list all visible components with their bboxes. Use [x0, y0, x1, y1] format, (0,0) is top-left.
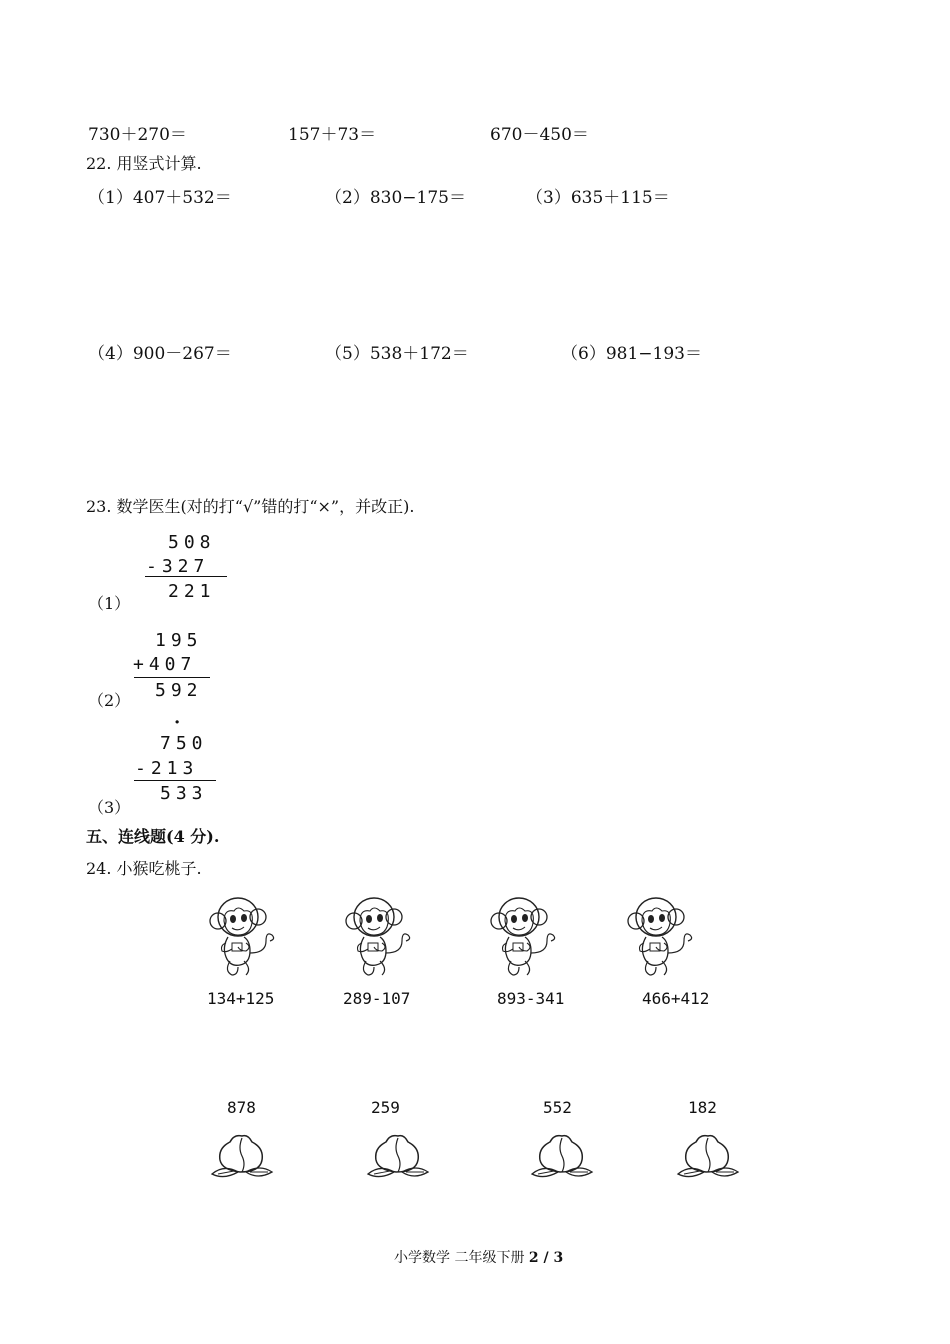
peach-value-1: 878 — [227, 1098, 256, 1117]
item-label: （1） — [88, 188, 133, 208]
p1-top-number: 508 — [168, 532, 216, 553]
page-footer — [394, 1247, 563, 1267]
p1-label: （1） — [88, 594, 131, 613]
peach-icon — [530, 1130, 594, 1182]
monkey-expression-3: 893-341 — [497, 989, 565, 1008]
section-5-heading: 五、连线题(4 分). — [86, 827, 220, 846]
p2-top-number: 195 — [155, 630, 203, 651]
p1-operation-line: -327 — [146, 556, 210, 577]
p2-operation-line: +407 — [133, 654, 197, 675]
top-expression-3: 670－450＝ — [490, 125, 589, 145]
item-label: （2） — [325, 188, 370, 208]
p3-result: 533 — [160, 783, 208, 804]
peach-value-2: 259 — [371, 1098, 400, 1117]
item-expression: 635＋115＝ — [570, 188, 670, 208]
p3-borrow-dot: · — [174, 712, 181, 733]
p2-rule — [134, 677, 210, 678]
footer-page-number: 2 / 3 — [528, 1250, 564, 1266]
item-expression: 538＋172＝ — [369, 344, 469, 364]
item-expression: 981−193＝ — [605, 344, 702, 364]
item-expression: 900－267＝ — [132, 344, 232, 364]
p1-result: 221 — [168, 581, 216, 602]
p3-top-number: 750 — [160, 733, 208, 754]
item-expression: 407＋532＝ — [132, 188, 232, 208]
p3-operation-line: -213 — [135, 758, 199, 779]
monkey-expression-2: 289-107 — [343, 989, 411, 1008]
footer-subject: 小学数学 二年级下册 — [394, 1250, 525, 1266]
q22-item-6 — [561, 339, 702, 364]
monkey-icon — [346, 895, 416, 977]
top-expression-2: 157＋73＝ — [288, 125, 377, 145]
q22-item-2 — [325, 183, 466, 208]
item-label: （5） — [325, 344, 370, 364]
peach-icon — [210, 1130, 274, 1182]
monkey-icon — [491, 895, 561, 977]
peach-icon — [676, 1130, 740, 1182]
q22-item-3 — [526, 183, 670, 208]
q22-title: 22. 用竖式计算. — [86, 154, 202, 173]
q22-item-5 — [325, 339, 469, 364]
monkey-expression-4: 466+412 — [642, 989, 710, 1008]
p1-rule — [145, 576, 227, 577]
item-label: （4） — [88, 344, 133, 364]
p3-label: （3） — [88, 798, 131, 817]
q22-item-1 — [88, 183, 232, 208]
top-expression-1: 730＋270＝ — [88, 125, 187, 145]
peach-icon — [366, 1130, 430, 1182]
q24-title: 24. 小猴吃桃子. — [86, 859, 202, 878]
item-label: （3） — [526, 188, 571, 208]
p2-label: （2） — [88, 691, 131, 710]
monkey-expression-1: 134+125 — [207, 989, 275, 1008]
item-label: （6） — [561, 344, 606, 364]
q23-title: 23. 数学医生(对的打“√”错的打“×”，并改正). — [86, 497, 415, 516]
peach-value-4: 182 — [688, 1098, 717, 1117]
monkey-icon — [210, 895, 280, 977]
p3-rule — [134, 780, 216, 781]
q22-item-4 — [88, 339, 232, 364]
p2-result: 592 — [155, 680, 203, 701]
peach-value-3: 552 — [543, 1098, 572, 1117]
monkey-icon — [628, 895, 698, 977]
item-expression: 830−175＝ — [369, 188, 466, 208]
